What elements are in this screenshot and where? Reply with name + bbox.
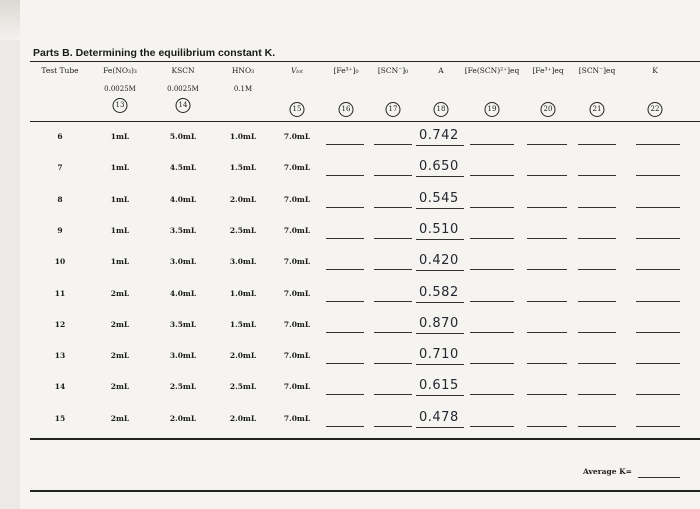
cell-hno3: 1.0mL [229,132,257,141]
fe-initial-blank[interactable] [326,238,364,239]
page-title: Parts B. Determining the equilibrium constant K. [33,47,276,59]
cell-vtot: 7.0mL [283,194,311,204]
absorbance-underline [416,302,464,303]
fe-initial-blank[interactable] [326,207,364,208]
absorbance-underline [416,239,464,240]
absorbance-underline [416,145,464,146]
cell-kscn: 4.0mL [169,194,197,204]
cell-fe: 2mL [110,382,130,392]
average-k-blank[interactable] [638,477,680,478]
scn-initial-blank[interactable] [374,394,412,395]
cell-hno3: 2.5mL [229,382,257,392]
k-blank[interactable] [636,269,680,270]
average-k-label: Average K= [583,467,632,476]
fe-initial-blank[interactable] [326,426,364,427]
column-number-badge: 19 [485,102,500,117]
cell-kscn: 2.0mL [169,413,197,423]
fe-eq-blank[interactable] [527,238,567,239]
header-top-rule [30,61,700,62]
header-bottom-rule [30,121,700,122]
column-number-badge: 15 [290,102,305,117]
scn-eq-blank[interactable] [578,269,616,270]
cell-fe: 1mL [110,194,130,204]
fe-eq-blank[interactable] [527,426,567,427]
scn-eq-blank[interactable] [578,144,616,145]
cell-fe: 2mL [110,413,130,423]
fe-initial-blank[interactable] [326,332,364,333]
column-header: A [438,66,444,75]
k-blank[interactable] [636,363,680,364]
k-blank[interactable] [636,332,680,333]
column-header: [Fe³⁺]eq [532,66,564,75]
column-concentration: 0.0025M [167,85,199,93]
scn-eq-blank[interactable] [578,332,616,333]
absorbance-handwritten: 0.650 [419,159,459,175]
cell-kscn: 3.0mL [169,351,197,361]
cell-vtot: 7.0mL [283,319,311,329]
cell-vtot: 7.0mL [283,351,311,361]
scn-eq-blank[interactable] [578,207,616,208]
cell-tube: 6 [57,132,63,141]
cell-kscn: 5.0mL [169,132,197,141]
fescn-eq-blank[interactable] [470,332,514,333]
column-header: Vₜₒₜ [290,66,304,75]
k-blank[interactable] [636,394,680,395]
absorbance-underline [416,395,464,396]
column-header: KSCN [171,66,195,75]
fe-eq-blank[interactable] [527,301,567,302]
cell-hno3: 1.5mL [229,163,257,173]
cell-hno3: 2.5mL [229,225,257,235]
cell-hno3: 1.5mL [229,319,257,329]
column-header: [SCN⁻]₀ [377,66,409,75]
fescn-eq-blank[interactable] [470,175,514,176]
scn-initial-blank[interactable] [374,207,412,208]
column-header: HNO₃ [231,66,255,75]
fe-eq-blank[interactable] [527,144,567,145]
fescn-eq-blank[interactable] [470,363,514,364]
cell-vtot: 7.0mL [283,132,311,141]
k-blank[interactable] [636,426,680,427]
column-header: Fe(NO₃)₃ [103,66,137,75]
cell-fe: 2mL [110,319,130,329]
k-blank[interactable] [636,238,680,239]
absorbance-handwritten: 0.420 [419,253,459,269]
scn-eq-blank[interactable] [578,363,616,364]
absorbance-underline [416,333,464,334]
fescn-eq-blank[interactable] [470,301,514,302]
fe-eq-blank[interactable] [527,363,567,364]
table-bottom-rule [30,438,700,440]
column-number-badge: 18 [434,102,449,117]
scn-initial-blank[interactable] [374,175,412,176]
cell-kscn: 2.5mL [169,382,197,392]
cell-hno3: 2.0mL [229,194,257,204]
column-number-badge: 22 [648,102,663,117]
cell-tube: 10 [54,257,66,267]
fescn-eq-blank[interactable] [470,238,514,239]
cell-vtot: 7.0mL [283,225,311,235]
cell-tube: 11 [54,288,66,298]
absorbance-handwritten: 0.870 [419,315,459,331]
cell-fe: 1mL [110,257,130,267]
absorbance-handwritten: 0.510 [419,221,459,237]
cell-fe: 1mL [110,132,130,141]
absorbance-underline [416,427,464,428]
cell-vtot: 7.0mL [283,382,311,392]
cell-fe: 2mL [110,351,130,361]
fe-eq-blank[interactable] [527,332,567,333]
cell-tube: 7 [57,163,63,173]
cell-tube: 13 [54,351,66,361]
k-blank[interactable] [636,175,680,176]
absorbance-handwritten: 0.478 [419,409,459,425]
absorbance-handwritten: 0.710 [419,347,459,363]
cell-tube: 15 [54,413,66,423]
column-concentration: 0.1M [233,85,253,93]
column-number-badge: 16 [339,102,354,117]
column-concentration: 0.0025M [104,85,136,93]
column-header: [Fe(SCN)²⁺]eq [464,66,520,75]
absorbance-handwritten: 0.742 [419,128,459,143]
scn-eq-blank[interactable] [578,175,616,176]
absorbance-handwritten: 0.615 [419,378,459,394]
cell-vtot: 7.0mL [283,257,311,267]
worksheet [20,0,700,509]
fe-eq-blank[interactable] [527,394,567,395]
absorbance-handwritten: 0.582 [419,284,459,300]
cell-hno3: 2.0mL [229,351,257,361]
scn-initial-blank[interactable] [374,238,412,239]
footer-rule [30,490,700,492]
absorbance-handwritten: 0.545 [419,190,459,206]
fe-initial-blank[interactable] [326,394,364,395]
column-number-badge: 17 [386,102,401,117]
k-blank[interactable] [636,207,680,208]
cell-tube: 9 [57,225,63,235]
cell-kscn: 3.5mL [169,319,197,329]
column-number-badge: 14 [176,98,191,113]
cell-kscn: 3.0mL [169,257,197,267]
column-number-badge: 21 [590,102,605,117]
k-blank[interactable] [636,144,680,145]
cell-hno3: 3.0mL [229,257,257,267]
fe-eq-blank[interactable] [527,207,567,208]
fe-initial-blank[interactable] [326,301,364,302]
scn-eq-blank[interactable] [578,426,616,427]
fe-eq-blank[interactable] [527,175,567,176]
column-header: [Fe³⁺]₀ [333,66,359,75]
cell-vtot: 7.0mL [283,163,311,173]
fe-initial-blank[interactable] [326,363,364,364]
column-number-badge: 20 [541,102,556,117]
fe-initial-blank[interactable] [326,175,364,176]
fe-initial-blank[interactable] [326,144,364,145]
cell-tube: 12 [54,319,66,329]
column-header: Test Tube [41,66,79,75]
cell-tube: 14 [54,382,66,392]
fescn-eq-blank[interactable] [470,144,514,145]
cell-kscn: 4.5mL [169,163,197,173]
cell-kscn: 4.0mL [169,288,197,298]
cell-tube: 8 [57,194,63,204]
cell-fe: 2mL [110,288,130,298]
cell-hno3: 2.0mL [229,413,257,423]
absorbance-underline [416,208,464,209]
k-blank[interactable] [636,301,680,302]
fescn-eq-blank[interactable] [470,207,514,208]
cell-hno3: 1.0mL [229,288,257,298]
cell-kscn: 3.5mL [169,225,197,235]
scn-initial-blank[interactable] [374,269,412,270]
absorbance-underline [416,364,464,365]
scn-eq-blank[interactable] [578,301,616,302]
scn-initial-blank[interactable] [374,363,412,364]
scn-eq-blank[interactable] [578,238,616,239]
column-number-badge: 13 [113,98,128,113]
fescn-eq-blank[interactable] [470,394,514,395]
cell-vtot: 7.0mL [283,413,311,423]
fe-eq-blank[interactable] [527,269,567,270]
cell-fe: 1mL [110,225,130,235]
fescn-eq-blank[interactable] [470,426,514,427]
scn-eq-blank[interactable] [578,394,616,395]
cell-vtot: 7.0mL [283,288,311,298]
absorbance-underline [416,176,464,177]
column-header: [SCN⁻]eq [578,66,616,75]
scn-initial-blank[interactable] [374,301,412,302]
scn-initial-blank[interactable] [374,426,412,427]
scn-initial-blank[interactable] [374,144,412,145]
cell-fe: 1mL [110,163,130,173]
fe-initial-blank[interactable] [326,269,364,270]
absorbance-underline [416,270,464,271]
fescn-eq-blank[interactable] [470,269,514,270]
column-header: K [652,66,658,75]
scn-initial-blank[interactable] [374,332,412,333]
